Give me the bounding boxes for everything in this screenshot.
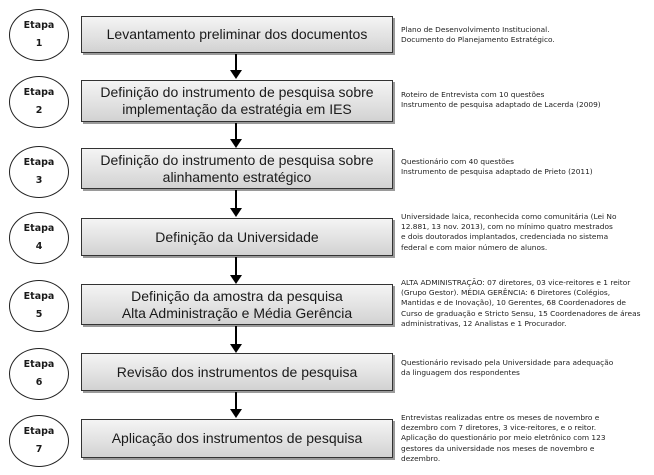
arrow-2-3	[230, 139, 242, 148]
step-1-circle	[9, 9, 69, 61]
arrow-1-2	[230, 70, 242, 79]
connector-1-2	[235, 54, 237, 70]
step-5-circle	[9, 280, 69, 332]
step-4-circle	[9, 212, 69, 264]
connector-5-6	[235, 326, 237, 344]
step-5-box-text: Definição da amostra da pesquisa Alta Administração e Média Gerência	[121, 287, 353, 321]
step-5-box	[81, 284, 393, 325]
step-3-etapa-label: Etapa	[23, 156, 55, 168]
step-4-number: 4	[35, 241, 43, 252]
connector-3-4	[235, 190, 237, 208]
step-2-number: 2	[35, 105, 43, 116]
arrow-5-6	[230, 344, 242, 353]
step-7-box	[81, 419, 393, 458]
arrow-4-5	[230, 275, 242, 284]
step-3-note: Questionário com 40 questões Instrumento de pesquisa adaptado de Prieto (2011)	[401, 157, 593, 177]
step-6-etapa-label: Etapa	[23, 358, 55, 370]
step-4-box	[81, 218, 393, 256]
step-7-number: 7	[35, 444, 43, 455]
step-6-box	[81, 353, 393, 391]
step-3-box	[81, 148, 393, 189]
step-2-box	[81, 80, 393, 122]
connector-4-5	[235, 257, 237, 275]
step-4-box-text: Definição da Universidade	[155, 228, 319, 245]
step-1-box	[81, 16, 393, 53]
step-7-box-text: Aplicação dos instrumentos de pesquisa	[111, 430, 363, 446]
step-1-note: Plano de Desenvolvimento Institucional. Documento do Planejamento Estratégico.	[401, 25, 555, 45]
step-6-note: Questionário revisado pela Universidade para adequação da linguagem dos respondentes	[401, 358, 614, 378]
arrow-6-7	[230, 409, 242, 418]
step-6-circle	[9, 348, 69, 400]
step-1-number: 1	[35, 38, 43, 49]
step-7-circle	[9, 415, 69, 467]
connector-2-3	[235, 123, 237, 139]
step-3-box-text: Definição do instrumento de pesquisa sobre alinhamento estratégico	[100, 151, 374, 185]
step-3-number: 3	[35, 175, 43, 186]
step-2-etapa-label: Etapa	[23, 86, 55, 98]
step-2-circle	[9, 76, 69, 128]
step-2-box-text: Definição do instrumento de pesquisa sobre implementação da estratégia em IES	[100, 84, 374, 117]
step-4-note: Universidade laica, reconhecida como comunitária (Lei No 12.881, 13 nov. 2013), com no mínimo quatro mestrados e dois doutorados implantados, credenciada no sistema federal e com maior número de alunos.	[401, 212, 617, 252]
step-2-note: Roteiro de Entrevista com 10 questões Instrumento de pesquisa adaptado de Lacerda (2009)	[401, 90, 601, 110]
step-6-box-text: Revisão dos instrumentos de pesquisa	[116, 363, 358, 380]
arrow-3-4	[230, 208, 242, 217]
step-7-note: Entrevistas realizadas entre os meses de novembro e dezembro com 7 diretores, 3 vice-reitores, e o reitor. Aplicação do questionário por meio eletrônico com 123 gestores da universidade nos meses de novembro e dezembro.	[401, 413, 606, 463]
step-4-etapa-label: Etapa	[23, 222, 55, 234]
step-3-circle	[9, 146, 69, 198]
step-5-note: ALTA ADMINISTRAÇÃO: 07 diretores, 03 vice-reitores e 1 reitor (Grupo Gestor). MÉDIA GERÊNCIA: 6 Diretores (Colégios, Mantidas e de Inovação), 10 Gerentes, 68 Coordenadores de Curso de graduação e Stricto Sensu, 15 Coordenadores de áreas administrativas, 12 Analistas e 1 Procurador.	[401, 278, 641, 328]
step-7-etapa-label: Etapa	[23, 425, 55, 437]
step-5-number: 5	[35, 309, 43, 320]
step-1-etapa-label: Etapa	[23, 19, 55, 31]
step-6-number: 6	[35, 377, 43, 388]
step-1-box-text: Levantamento preliminar dos documentos	[106, 26, 368, 42]
step-5-etapa-label: Etapa	[23, 290, 55, 302]
connector-6-7	[235, 392, 237, 409]
